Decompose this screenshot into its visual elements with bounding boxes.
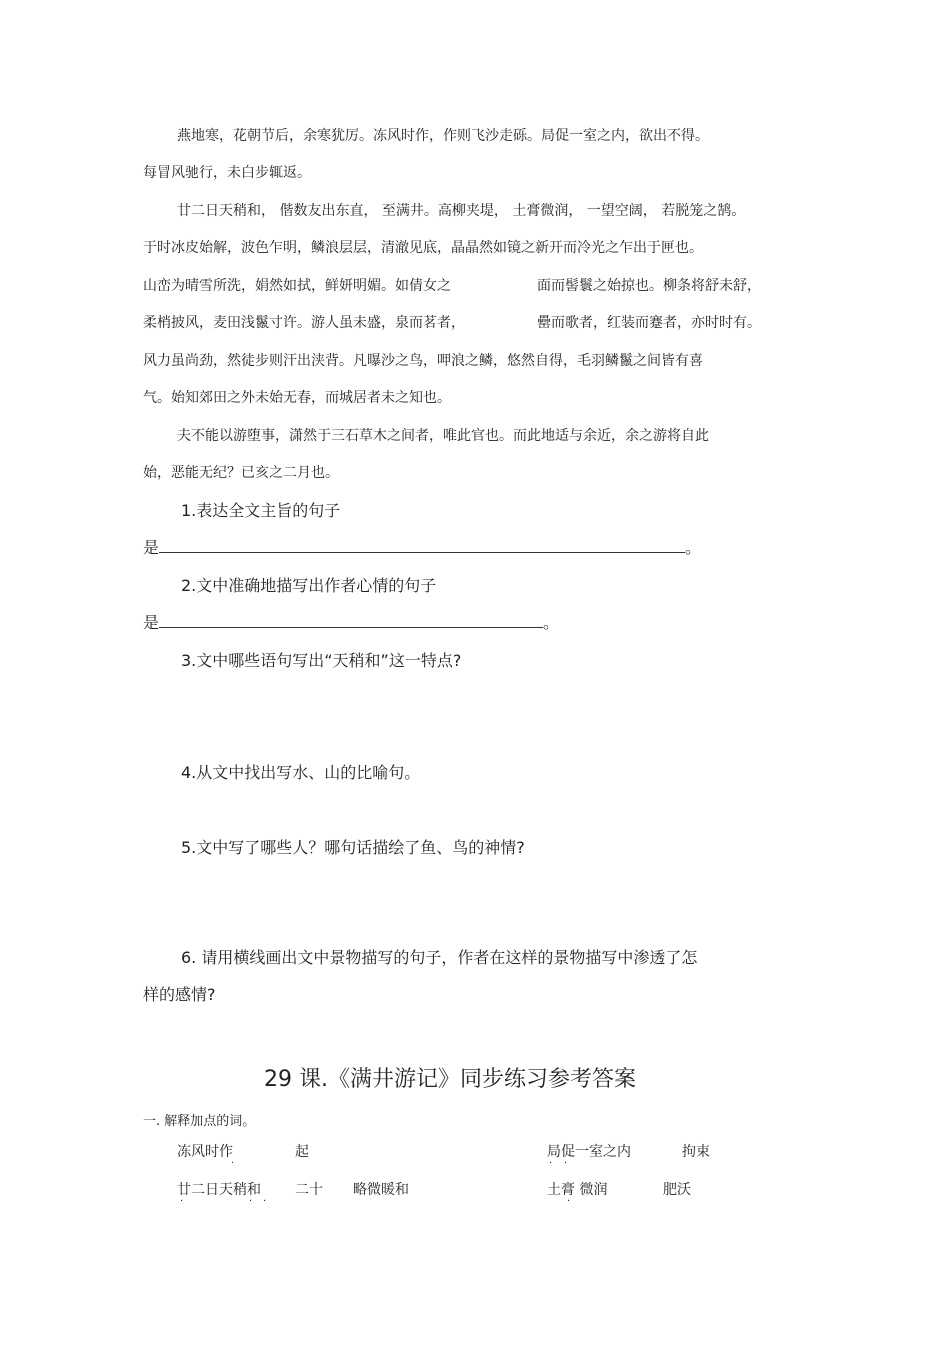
emphasis-dot: ·: [564, 1158, 568, 1169]
passage-line-5b: 面而髻鬟之始掠也。柳条将舒未舒，: [537, 278, 761, 294]
passage-line-10: 始，恶能无纪？已亥之二月也。: [143, 465, 339, 481]
answer-suffix: 。: [543, 613, 560, 632]
passage-line-4: 于时冰皮始解，波色乍明，鳞浪层层，清澈见底，晶晶然如镜之新开而冷光之乍出于匣也。: [143, 240, 703, 256]
emphasis-dot: ·: [180, 1196, 184, 1207]
emphasis-dot: ·: [263, 1196, 267, 1207]
word-meaning: 二十: [295, 1182, 323, 1198]
question-4: 4.从文中找出写水、山的比喻句。: [181, 763, 421, 782]
answer-blank-1[interactable]: [159, 538, 685, 553]
answer-line-2: [143, 613, 559, 633]
word-item: 土膏 微润: [547, 1182, 608, 1198]
passage-line-5a: 山峦为晴雪所洗，娟然如拭，鲜妍明媚。如倩女之: [143, 278, 451, 294]
word-meaning: 肥沃: [663, 1182, 691, 1198]
word-item: 廿二日天稍和: [177, 1182, 261, 1198]
answer-suffix: 。: [685, 538, 702, 557]
answer-key-title: 29 课.《满井游记》同步练习参考答案: [264, 1067, 636, 1092]
question-3: 3.文中哪些语句写出“天稍和”这一特点?: [181, 651, 462, 670]
answer-blank-2[interactable]: [159, 613, 543, 628]
passage-line-6a: 柔梢披风，麦田浅鬣寸许。游人虽未盛，泉而茗者，: [143, 315, 465, 331]
emphasis-dot: ·: [231, 1158, 235, 1169]
passage-line-2: 每冒风驰行，未白步辄返。: [143, 165, 311, 181]
emphasis-dot: ·: [567, 1196, 571, 1207]
answer-prefix: 是: [143, 613, 160, 632]
passage-line-8: 气。始知郊田之外未始无春，而城居者未之知也。: [143, 390, 451, 406]
passage-line-3: 廿二日天稍和， 偕数友出东直， 至满井。高柳夹堤， 土膏微润， 一望空阔， 若脱笼之鹄。: [177, 203, 746, 219]
question-2: 2.文中准确地描写出作者心情的句子: [181, 576, 437, 595]
answer-line-1: [143, 538, 701, 558]
word-meaning: 起: [295, 1144, 309, 1160]
word-meaning: 略微暖和: [353, 1182, 409, 1198]
question-5: 5.文中写了哪些人？哪句话描绘了鱼、鸟的神情?: [181, 838, 525, 857]
word-meaning: 拘束: [682, 1144, 710, 1160]
word-item: 冻风时作: [177, 1144, 233, 1160]
emphasis-dot: ·: [249, 1196, 253, 1207]
word-item: 局促一室之内: [547, 1144, 631, 1160]
question-6-line-2: 样的感情?: [143, 985, 216, 1004]
passage-line-7: 风力虽尚劲，然徒步则汗出浃背。凡曝沙之鸟，呷浪之鳞，悠然自得，毛羽鳞鬣之间皆有喜: [143, 353, 703, 369]
passage-line-6b: 罍而歌者，红装而蹇者，亦时时有。: [537, 315, 761, 331]
passage-line-9: 夫不能以游堕事，潇然于三石草木之间者，唯此官也。而此地适与余近，余之游将自此: [177, 428, 709, 444]
question-6-line-1: 6. 请用横线画出文中景物描写的句子，作者在这样的景物描写中渗透了怎: [181, 948, 698, 967]
question-1: 1.表达全文主旨的句子: [181, 501, 341, 520]
passage-line-1: 燕地寒，花朝节后，余寒犹厉。冻风时作，作则飞沙走砾。局促一室之内，欲出不得。: [177, 128, 709, 144]
section-heading: 一. 解释加点的词。: [143, 1114, 256, 1129]
answer-prefix: 是: [143, 538, 160, 557]
emphasis-dot: ·: [549, 1158, 553, 1169]
